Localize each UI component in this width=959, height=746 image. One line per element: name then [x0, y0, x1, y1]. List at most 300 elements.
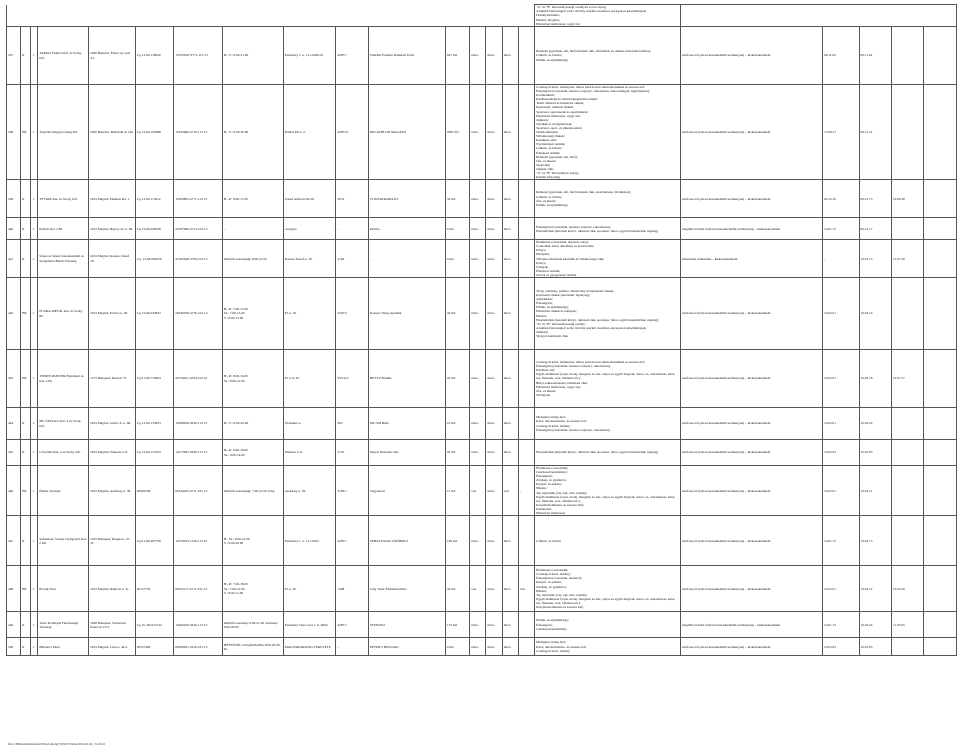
- flag-4-cell: [518, 218, 534, 240]
- lot-number-cell: –: [336, 218, 368, 240]
- shop-address-cell: Fő u. 30.: [283, 566, 336, 612]
- tax-number-cell: 60322117-4711-231-13: [174, 566, 223, 612]
- category-count-cell: 1: [31, 638, 38, 656]
- lot-number-cell: 3155: [336, 440, 368, 466]
- trade-form-cell: telefonos folytatott kereskedelmi tevékenység – kiskereskedelem: [681, 278, 823, 350]
- flag-4-cell: [518, 612, 534, 638]
- category-code-cell: BE: [21, 278, 31, 350]
- date-1-cell: 13.06.17: [823, 85, 859, 180]
- flag-2-cell: nincs: [486, 27, 502, 85]
- date-1-cell: 09.11.02: [823, 27, 859, 85]
- category-code-cell: BE: [21, 466, 31, 516]
- company-name-cell: Tízprőba Magyarország Kft.: [38, 85, 89, 180]
- blank-cell: [924, 466, 957, 516]
- company-name-cell: Vesta Kollányik Felelősségű Társaság: [38, 612, 89, 638]
- opening-hours-cell: hétfőtől-vasárnapig: 7.00-21.00 óráig: [222, 466, 283, 516]
- record-number-cell: 443: [7, 350, 21, 408]
- date-3-cell: [891, 408, 923, 440]
- date-2-cell: 10.02.18: [859, 350, 891, 408]
- date-3-cell: 11.05.05: [891, 612, 923, 638]
- opening-hours-cell: –: [222, 218, 283, 240]
- flag-4-cell: [518, 240, 534, 278]
- tax-number-cell: 66308631-5610-231-13: [174, 638, 223, 656]
- blank-cell: [924, 350, 957, 408]
- category-count-cell: 1: [31, 350, 38, 408]
- date-1-cell: 10.02.03: [823, 440, 859, 466]
- flag-2-cell: nincs: [486, 440, 502, 466]
- company-name-cell: Pöcsik Nóra: [38, 566, 89, 612]
- activities-cell: Használtcikk (használt könyv, ruházati cikk, sportszer, bútor, egyéb használtcikk, régiség): [535, 440, 681, 466]
- floor-area-cell: 0 m2: [445, 240, 469, 278]
- date-2-cell: 09.12.31: [859, 85, 891, 180]
- lot-number-cell: 2510/5: [336, 278, 368, 350]
- flag-1-cell: nincs: [470, 278, 486, 350]
- activities-cell: Lábbeli- és bőráru: [535, 516, 681, 566]
- register-row: [7, 240, 957, 278]
- record-number-cell: 442: [7, 278, 21, 350]
- company-seat-cell: 2234 Maglód, Andrássy u. 39.: [89, 466, 136, 516]
- trade-form-cell: telefonos folytatott kereskedelmi tevékenység – kiskereskedelem: [681, 566, 823, 612]
- floor-area-cell: 133 m2: [445, 612, 469, 638]
- company-name-cell: TEDDY-PAINTER Építőipari és Ker. é Bt.: [38, 350, 89, 408]
- tax-number-cell: 60344445-4711-231-13: [174, 466, 223, 516]
- registration-number-cell: Cg.13-09-115612: [135, 180, 174, 218]
- register-row: [7, 350, 957, 408]
- floor-area-cell: 30 m2: [445, 180, 469, 218]
- lot-number-cell: 4287/21: [336, 85, 368, 180]
- flag-3-cell: nincs: [502, 218, 518, 240]
- company-name-cell: Sebastiano Scarpa Cipőgyártó Ker. é Kft.: [38, 516, 89, 566]
- floor-area-cell: 847 m2: [445, 27, 469, 85]
- opening-hours-cell: H.–P.: 9.00-16.00 Sz.: 9.00-14.00: [222, 440, 283, 466]
- date-3-cell: [891, 278, 923, 350]
- category-code-cell: BE: [21, 350, 31, 408]
- date-1-cell: 10.01.15: [823, 218, 859, 240]
- date-2-cell: 09.12.15: [859, 180, 891, 218]
- flag-4-cell: [518, 516, 534, 566]
- blank-cell: [924, 408, 957, 440]
- flag-3-cell: nincs: [502, 278, 518, 350]
- company-seat-cell: 2234 Maglód, Rákóczi u. 51.: [89, 566, 136, 612]
- trade-form-cell: megállított üzlet folytatott kereskedelmi tevékenység – kiskereskedelem: [681, 612, 823, 638]
- company-seat-cell: 2234 Maglód, Wekerle u. 8.: [89, 440, 136, 466]
- category-count-cell: 1: [31, 566, 38, 612]
- date-2-cell: 10.02.03: [859, 440, 891, 466]
- flag-2-cell: nincs: [486, 350, 502, 408]
- date-3-cell: [891, 466, 923, 516]
- trade-form-cell: telefonos folytatott kereskedelmi tevékenység – kiskereskedelem: [681, 85, 823, 180]
- category-count-cell: 1: [31, 240, 38, 278]
- tax-number-cell: 20734451-4334-212-01: [174, 350, 223, 408]
- date-1-cell: –: [823, 240, 859, 278]
- shop-name-cell: BETTY MARK: [368, 350, 445, 408]
- shop-address-cell: Wodianer u.: [283, 408, 336, 440]
- shop-name-cell: Pedrita: [368, 218, 445, 240]
- blank-cell: [924, 180, 957, 218]
- flag-1-cell: nincs: [470, 218, 486, 240]
- shop-address-cell: József Attila körút 26.: [283, 180, 336, 218]
- category-count-cell: 1: [31, 27, 38, 85]
- tax-number-cell: 14640109-5610-113-13: [174, 612, 223, 638]
- shop-name-cell: DECATHLON MAGÁZÓ: [368, 85, 445, 180]
- floor-area-cell: 40 m2: [445, 278, 469, 350]
- activities-cell: Édességáru (csokoládé, desszert, nápolyi, cukorkaáru); Használtcikk (használt könyv, ruházati cikk, sportszer, bútor, egyéb használtcikk, régiség): [535, 218, 681, 240]
- blank-cell: [924, 516, 957, 566]
- flag-1-cell: nincs: [470, 440, 486, 466]
- tax-number-cell: 20240356-4776-212-13: [174, 278, 223, 350]
- opening-hours-cell: hétfőtől-vasárnapig: 8.00-21.00: [222, 240, 283, 278]
- flag-2-cell: nincs: [486, 180, 502, 218]
- flag-1-cell: nincs: [470, 516, 486, 566]
- activities-cell: Ruházati (gyermek, női, férfi ruházati cikk, sportruházat, bőrruházat); Lábbeli- és bőráru; Óra- és ékszer; Emlék- és ajándéktárgy: [535, 180, 681, 218]
- company-seat-cell: 2234 Maglód, Liszt u. 44/2.: [89, 638, 136, 656]
- blank-cell: [924, 27, 957, 85]
- category-count-cell: 1: [31, 516, 38, 566]
- flag-1-cell: nincs: [470, 27, 486, 85]
- flag-1-cell: nincs: [470, 612, 486, 638]
- date-3-cell: [891, 218, 923, 240]
- shop-name-cell: Kessers Virág-Ajándék: [368, 278, 445, 350]
- register-row: [7, 85, 957, 180]
- record-number-cell: 446: [7, 466, 21, 516]
- activities-cell: Emlék- és ajándéktárgy; Édességáru; Cukrászati készítmény: [535, 612, 681, 638]
- trade-form-cell: telefonos folytatott kereskedelmi tevékenység – kiskereskedelem: [681, 638, 823, 656]
- date-1-cell: 09.12.10: [823, 180, 859, 218]
- shop-address-cell: országos: [283, 218, 336, 240]
- flag-2-cell: nincs: [486, 516, 502, 566]
- opening-hours-cell: H.–Sz.: 9.00-21.00 V.: 9.00-20.00: [222, 516, 283, 566]
- date-3-cell: [891, 85, 923, 180]
- company-seat-cell: 2040 Budaörs, Ébner Gy. köz 4.1.: [89, 27, 136, 85]
- lot-number-cell: 4287/7: [336, 27, 368, 85]
- activities-cell: Csomagolt kávé, dohányzás, illatos palackozott alkoholtermékek és szeszes ital; Édességáru (csokoládé, desszert, nápolyi, cukorkaáru, ötércsomagolt, ügyfelnyitás); Kozmetikum; Közkiszerelésű és elemtől-kiegészítő termék; Textil ruházati és háztartási cikkek; Ilyenszerű, ruházati cikkek; Sportszer, sportszerek és sportruházat; Háztartási tisztítószer, vegyi áru; Játékáru; Opcikák és szolgáltatások; Sportszer, sport- és pihenőeszköz; Jármű alkatrész; Villamossági cikkek; Kerékpár, autó; Nyomdaipari termék; Lábbeli- és bőráru; Édesipari termék; Ruházati (gyermek, női, férfi); Óra- és ékszer; Sportcikk; Optikai cikk; "A" és "B" tűzveszélyes anyag; Kémiai biztonság: [535, 85, 681, 180]
- register-sheet: [6, 4, 957, 746]
- date-2-cell: 09.11.02: [859, 27, 891, 85]
- category-count-cell: 1: [31, 408, 38, 440]
- tax-number-cell: 13443966-4719-113-13: [174, 85, 223, 180]
- flag-3-cell: nincs: [502, 638, 518, 656]
- register-row: [7, 638, 957, 656]
- continuation-activities: "A" és "B" tűzveszélyességi osztályba sorolt anyag; A kémiai biztonságról szóló törvény szerinti veszélyes anyagok és készítmények; Dohányterméket; Húsáru; drogéria; Háztartási tisztítószer, vegyi áru: [535, 5, 681, 27]
- floor-area-cell: 0 m2: [445, 218, 469, 240]
- flag-4-cell: [518, 440, 534, 466]
- opening-hours-cell: hétfőtől-vasárnap: 9.00-21.00 vasárnap: 9.00-20.00: [222, 612, 283, 638]
- lot-number-cell: 4287/7: [336, 612, 368, 638]
- activities-cell: Csomagolt kávé, dohányzás, illatos palackozott alkoholtermékek és szeszes ital; Édességáru (csokoládé, desszert, nápolyi, cukorkaáru); Kávéház, ital; Egyéb élelmiszer (tojás, étolaj, margarin és zsír, olajos és egyéb magvak, cukor, só, száraztészta, kávé, tea, fűszerek, ecet, bébiétel stb.); Bútor, lakberendezési, háztartási cikk; Háztartási tisztítószer, vegyi áru; Óra- és ékszer; Növények: [535, 350, 681, 408]
- floor-area-cell: 0 m2: [445, 638, 469, 656]
- shop-address-cell: Kálhai Pál u. 2.: [283, 85, 336, 180]
- trade-form-cell: megállított üzlet folytatott kereskedelmi tevékenység – kiskereskedelem: [681, 218, 823, 240]
- blank-cell: [924, 278, 957, 350]
- trade-form-cell: ismeretlen értékesítés – kiskereskedelem: [681, 240, 823, 278]
- shop-name-cell: Import Használt ruha: [368, 440, 445, 466]
- registration-number-cell: Cg. 13-06-066256: [135, 240, 174, 278]
- footer-path: file:///Hbhaamammammd/Entwicklung/VIZLESTable/2016.02.04_15.18.02: [8, 742, 105, 746]
- register-row: [7, 440, 957, 466]
- date-2-cell: 10.03.03: [859, 638, 891, 656]
- company-seat-cell: 1193 Budapest, Klapka u. 27-31.: [89, 516, 136, 566]
- registration-number-cell: Cg.13-06-032832: [135, 278, 174, 350]
- category-code-cell: R: [21, 638, 31, 656]
- trade-form-cell: telefonos folytatott kereskedelmi tevékenység – kiskereskedelem: [681, 466, 823, 516]
- trade-form-cell: telefonos folytatott kereskedelmi tevékenység – kiskereskedelem: [681, 350, 823, 408]
- lot-number-cell: 283: [336, 408, 368, 440]
- date-1-cell: 10.03.03: [823, 638, 859, 656]
- opening-hours-cell: H.–V.: 9.00-21.00: [222, 27, 283, 85]
- registration-number-cell: 20537466: [135, 638, 174, 656]
- flag-2-cell: nincs: [486, 638, 502, 656]
- flag-3-cell: nincs: [502, 85, 518, 180]
- flag-4-cell: van: [518, 566, 534, 612]
- blank-cell: [924, 612, 957, 638]
- lot-number-cell: 4287/7: [336, 516, 368, 566]
- company-name-cell: Pedrita Ker. é Bt.: [38, 218, 89, 240]
- shop-address-cell: Andrássy u. 39.: [283, 466, 336, 516]
- flag-2-cell: nincs: [486, 85, 502, 180]
- flag-1-cell: nincs: [470, 240, 486, 278]
- record-number-cell: 447: [7, 516, 21, 566]
- flag-4-cell: [518, 638, 534, 656]
- blank-cell: [924, 85, 957, 180]
- flag-2-cell: nincs: [486, 566, 502, 612]
- register-row: [7, 27, 957, 85]
- flag-2-cell: nincs: [486, 466, 502, 516]
- lot-number-cell: 3183/1: [336, 466, 368, 516]
- register-row: [7, 466, 957, 516]
- category-code-cell: R: [21, 218, 31, 240]
- company-name-cell: Hanka Suvánsé: [38, 466, 89, 516]
- registration-number-cell: Cg.01-06-734064: [135, 350, 174, 408]
- flag-2-cell: nincs: [486, 612, 502, 638]
- register-row: [7, 612, 957, 638]
- company-seat-cell: 1048 Budapest, Szabadosi fiókos út 15/3.: [89, 612, 136, 638]
- blank-cell: [924, 566, 957, 612]
- opening-hours-cell: HÉTFŐTŐL-VASÁRNAPIG 8.00-20.00-IG: [222, 638, 283, 656]
- registration-number-cell: Cg.13-09-125163: [135, 440, 174, 466]
- flag-3-cell: nincs: [502, 566, 518, 612]
- tax-number-cell: 11683805-4771-113-13: [174, 180, 223, 218]
- activities-cell: Virág, vetőmag, palánta, dísznövény és kertészeti cikkek; Kertészeti cikkek (szerszám, tápanyag); Ajándékáru; Édességáru; Emlék- és ajándéktárgy; Háztartási cikkek és edények; Húsáru; Használtcikk (használt könyv, ruházati cikk, sportszer, bútor, egyéb használtcikk, régiség); "A" és "B" tűzveszélyességi osztály; A kémiai biztonságról szóló törvény szerinti veszélyes anyagok és készítmények; Játékáru; Virág és kertészeti cikk: [535, 278, 681, 350]
- category-count-cell: 1: [31, 278, 38, 350]
- company-name-cell: MC-SM Rotor Ker. é és Szolg. Kft.: [38, 408, 89, 440]
- date-1-cell: 10.01.15: [823, 516, 859, 566]
- category-count-cell: 1: [31, 612, 38, 638]
- record-number-cell: 438: [7, 85, 21, 180]
- flag-3-cell: nincs: [502, 180, 518, 218]
- flag-4-cell: [518, 278, 534, 350]
- registration-number-cell: 20147730: [135, 566, 174, 612]
- company-seat-cell: 2234 Maglód, Katona József 18.: [89, 240, 136, 278]
- record-number-cell: 450: [7, 638, 21, 656]
- flag-3-cell: nincs: [502, 350, 518, 408]
- tax-number-cell: 14575993-5630-113-13: [174, 440, 223, 466]
- flag-4-cell: [518, 85, 534, 180]
- shop-address-cell: Esterházy J. u. 1.11-0026-01: [283, 27, 336, 85]
- category-code-cell: R: [21, 240, 31, 278]
- flag-4-cell: –: [518, 466, 534, 516]
- category-count-cell: 1: [31, 466, 38, 516]
- date-2-cell: 10.02.24: [859, 408, 891, 440]
- flag-2-cell: nincs: [486, 278, 502, 350]
- date-3-cell: [891, 440, 923, 466]
- register-table: [6, 4, 957, 656]
- date-2-cell: 10.02.15: [859, 516, 891, 566]
- continuation-row: [7, 5, 957, 27]
- floor-area-cell: 20 m2: [445, 440, 469, 466]
- shop-name-cell: PETER'S HOT-DOG: [368, 638, 445, 656]
- record-number-cell: 444: [7, 408, 21, 440]
- flag-3-cell: nincs: [502, 440, 518, 466]
- lot-number-cell: 1408: [336, 566, 368, 612]
- floor-area-cell: 199 m2: [445, 516, 469, 566]
- registration-number-cell: Cg.13-06-026038: [135, 218, 174, 240]
- flag-3-cell: nincs: [502, 27, 518, 85]
- shop-name-cell: Vegyesbolt: [368, 466, 445, 516]
- company-seat-cell: 1173 Budapest, Pesti út 37.: [89, 350, 136, 408]
- company-seat-cell: 2234 Maglód, Eötvös u. 38.: [89, 278, 136, 350]
- shop-address-cell: Fő u. 19.: [283, 278, 336, 350]
- flag-3-cell: van: [502, 466, 518, 516]
- registration-number-cell: Cg. 01-09-913134: [135, 612, 174, 638]
- category-code-cell: BE: [21, 85, 31, 180]
- category-count-cell: 1: [31, 440, 38, 466]
- activities-cell: Melegétel, hideg étel; Kávé, alkoholmentes- és szeszes ital; Csomagolt kávé, dohány; Édességáru (csokoládé, desszert, nápolyi, cukorkaáru): [535, 408, 681, 440]
- date-1-cell: 10.02.01: [823, 350, 859, 408]
- company-name-cell: Mihalecz Péter: [38, 638, 89, 656]
- flag-1-cell: van: [470, 466, 486, 516]
- shop-address-cell: Esterházy János utca 1.11-0004: [283, 612, 336, 638]
- floor-area-cell: 2087 m2: [445, 85, 469, 180]
- activities-cell: Élelmiszer (csokoládé, desszert, ruha); Csokoládé, kávé, sütemény és hozzávalók; Könyv; Hírlapáru; Villamos háztartási készülék és villamossági cikk; Könyv; Újságok; Édesipari termék; Orvosi és gyógyászati termék: [535, 240, 681, 278]
- tax-number-cell: 12079345-1520-113-01: [174, 516, 223, 566]
- register-row: [7, 566, 957, 612]
- record-number-cell: 448: [7, 566, 21, 612]
- flag-3-cell: nincs: [502, 612, 518, 638]
- trade-form-cell: telefonos folytatott kereskedelmi tevékenység – kiskereskedelem: [681, 180, 823, 218]
- tax-number-cell: 11688298-5630-113-13: [174, 408, 223, 440]
- register-row: [7, 408, 957, 440]
- date-2-cell: 10.02.24: [859, 612, 891, 638]
- flag-2-cell: nincs: [486, 408, 502, 440]
- blank-cell: [924, 218, 957, 240]
- activities-cell: Ruházati (gyermek, női, férfi ruházati cikk, bőrruházat és cikkek, háztartási textília); Lábbeli- és bőráru; Emlék- és ajándéktárgy: [535, 27, 681, 85]
- record-number-cell: 437: [7, 27, 21, 85]
- category-code-cell: R: [21, 440, 31, 466]
- register-row: [7, 180, 957, 218]
- shop-name-cell: STEFANO: [368, 612, 445, 638]
- shop-address-cell: Wekerle u. 8.: [283, 440, 336, 466]
- shop-name-cell: –: [368, 240, 445, 278]
- shop-address-cell: Esterházy J. u. 1.11-0022: [283, 516, 336, 566]
- date-3-cell: 10.06.30: [891, 180, 923, 218]
- flag-1-cell: nincs: [470, 408, 486, 440]
- shop-name-cell: Jolly Joker Élelmiszerüzlet: [368, 566, 445, 612]
- category-code-cell: R: [21, 516, 31, 566]
- date-2-cell: 10.02.16: [859, 278, 891, 350]
- register-row: [7, 516, 957, 566]
- floor-area-cell: 15 m2: [445, 466, 469, 516]
- category-code-cell: BE: [21, 566, 31, 612]
- shop-address-cell: Katona József u. 18.: [283, 240, 336, 278]
- floor-area-cell: 10 m2: [445, 408, 469, 440]
- shop-address-cell: MAGYARORSZÁG TERÜLETE: [283, 638, 336, 656]
- trade-form-cell: telefonos folytatott kereskedelmi tevékenység – kiskereskedelem: [681, 408, 823, 440]
- date-2-cell: 10.02.12: [859, 566, 891, 612]
- date-1-cell: 10.02.01: [823, 466, 859, 516]
- flag-1-cell: nincs: [470, 85, 486, 180]
- activities-cell: Melegétel, hideg étel; Kávé, alkoholmentes- és szeszes ital; Csomagolt kávé, dohány: [535, 638, 681, 656]
- flag-3-cell: nincs: [502, 240, 518, 278]
- activities-cell: Élelmiszer (csokoládé); Cukrászati készítmény; Édességáru; Zöldség- és gyümölcs; Kenyér- és pékáru; Húsáru; Tej, tejtermék (vaj, sajt, túró, tejszín); Egyéb élelmiszer (tojás, étolaj, margarin és zsír, olajos és egyéb magvak, cukor, só, száraztészta, kávé, tea, fűszerek, ecet, bébiétel stb.); Ital (alkoholmentes és szeszes ital); Dohányáru; Háztartási tisztítószer: [535, 466, 681, 516]
- record-number-cell: 439: [7, 180, 21, 218]
- flag-1-cell: nincs: [470, 638, 486, 656]
- flag-1-cell: van: [470, 566, 486, 612]
- register-rows: [7, 5, 957, 656]
- company-name-cell: FLÓRA-METÁL Ker. és Szolg. Bt.: [38, 278, 89, 350]
- opening-hours-cell: H.–P.: 8.00-16.00 Sz.: 8.00-12.00: [222, 350, 283, 408]
- opening-hours-cell: H.–V.: 9.00-20.00: [222, 85, 283, 180]
- tax-number-cell: 13335190*4771-113-13: [174, 27, 223, 85]
- tax-number-cell: 24767996-4713-212-13: [174, 218, 223, 240]
- shop-address-cell: Fő u. 8-10.: [283, 350, 336, 408]
- company-seat-cell: 2234 Maglód, Bajcsy-Zs. u. 69.: [89, 218, 136, 240]
- shop-name-cell: TAKKO Fashion Ruházati Üzlet: [368, 27, 445, 85]
- tax-number-cell: 21302648-4729-212-13: [174, 240, 223, 278]
- company-name-cell: TF FAIR Ker. és Szolg. Kft.: [38, 180, 89, 218]
- register-row: [7, 278, 957, 350]
- blank-cell: [924, 638, 957, 656]
- category-code-cell: R: [21, 27, 31, 85]
- flag-3-cell: nincs: [502, 408, 518, 440]
- date-3-cell: [891, 27, 923, 85]
- register-row: [7, 218, 957, 240]
- flag-4-cell: [518, 408, 534, 440]
- category-code-cell: R: [21, 612, 31, 638]
- shop-name-cell: SEBASTIANO CIPŐBOLT: [368, 516, 445, 566]
- flag-2-cell: nincs: [486, 218, 502, 240]
- opening-hours-cell: H.–P.: 7.00-17.00 Sz.: 7.00-15.00 V.: 8.00-13.00: [222, 278, 283, 350]
- category-code-cell: R: [21, 408, 31, 440]
- date-3-cell: 12.07.17: [891, 350, 923, 408]
- flag-1-cell: nincs: [470, 350, 486, 408]
- registration-number-cell: Cg.13-09-118040: [135, 27, 174, 85]
- floor-area-cell: 30 m2: [445, 566, 469, 612]
- flag-4-cell: [518, 180, 534, 218]
- record-number-cell: 440: [7, 218, 21, 240]
- registration-number-cell: 20629706: [135, 466, 174, 516]
- flag-3-cell: nincs: [502, 516, 518, 566]
- date-2-cell: 10.02.11: [859, 466, 891, 516]
- registration-number-cell: Cg.01-09-467758: [135, 516, 174, 566]
- lot-number-cell: 933/A/2: [336, 350, 368, 408]
- date-1-cell: 10.02.01: [823, 408, 859, 440]
- trade-form-cell: telefonos folytatott kereskedelmi tevékenység – kiskereskedelem: [681, 440, 823, 466]
- flag-1-cell: nincs: [470, 180, 486, 218]
- date-1-cell: 10.02.01: [823, 566, 859, 612]
- flag-4-cell: [518, 27, 534, 85]
- registration-number-cell: Cg.13-09-105988: [135, 85, 174, 180]
- blank-cell: [924, 240, 957, 278]
- lot-number-cell: –: [336, 638, 368, 656]
- date-3-cell: 10.04.30: [891, 566, 923, 612]
- shop-name-cell: MC-SM Büfé: [368, 408, 445, 440]
- date-1-cell: 10.02.01: [823, 278, 859, 350]
- category-count-cell: 1: [31, 85, 38, 180]
- date-1-cell: 10.01.15: [823, 612, 859, 638]
- lot-number-cell: 2164: [336, 240, 368, 278]
- registration-number-cell: Cg.13-09-133653: [135, 408, 174, 440]
- record-number-cell: 445: [7, 440, 21, 466]
